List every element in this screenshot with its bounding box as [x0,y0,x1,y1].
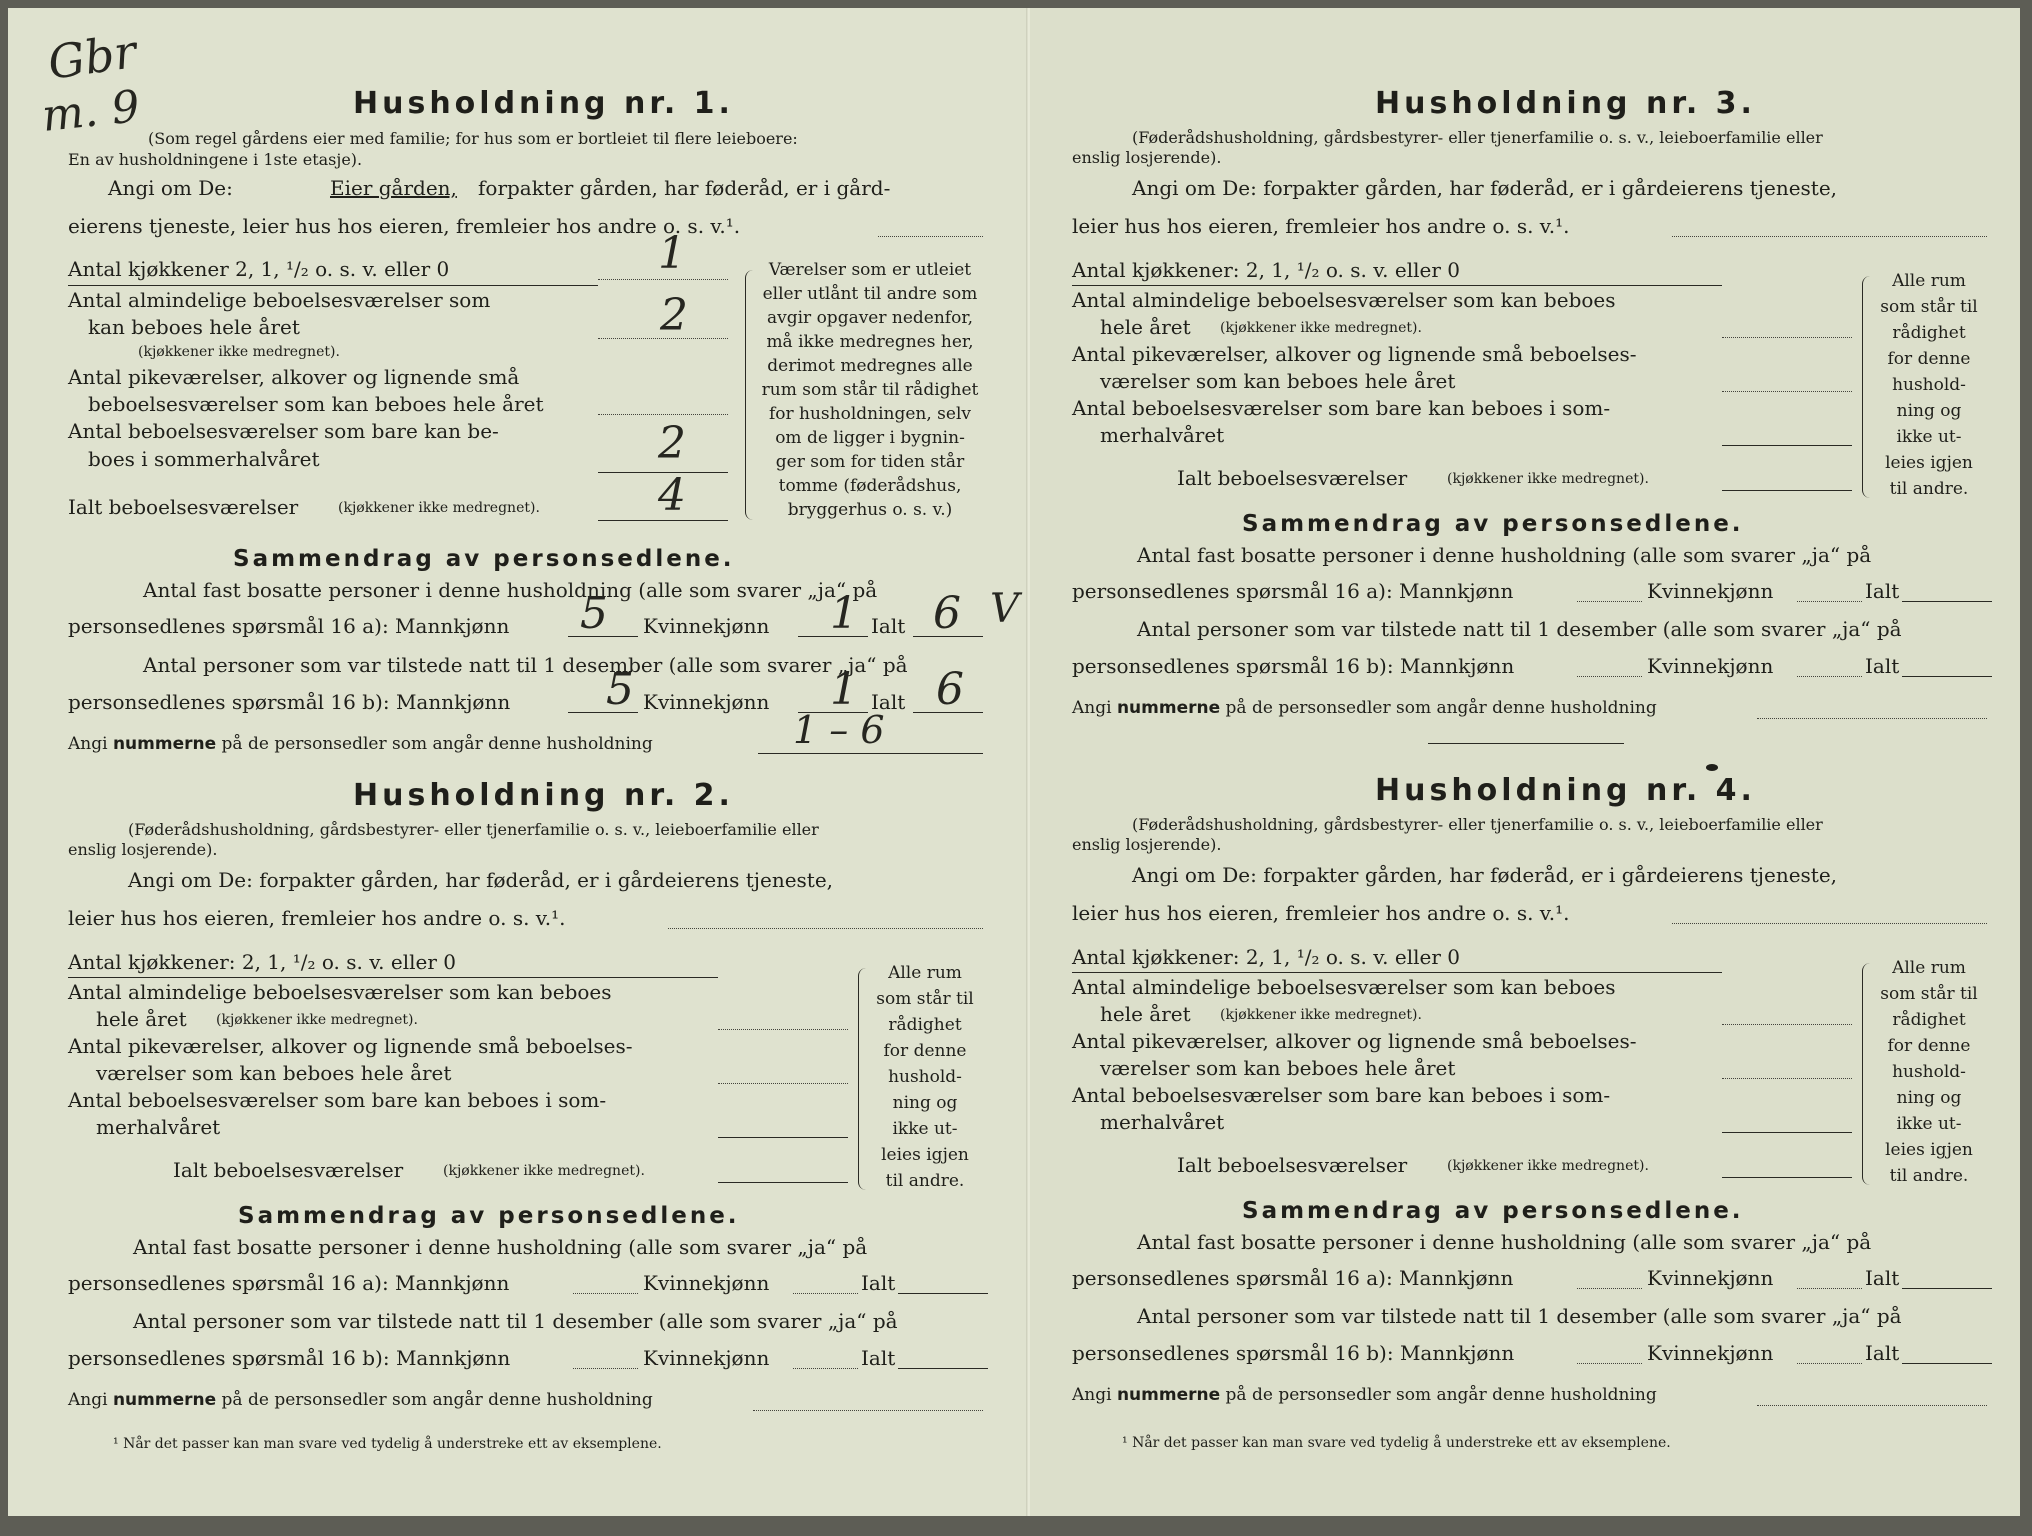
h2-tilst-l1: Antal personer som var tilstede natt til 1 desember (alle som svarer „ja“ på [133,1309,898,1333]
h2-nummer-blank [753,1410,983,1411]
h3-tilst-ialt: Ialt [1865,654,1900,678]
h4-summer-blank [1722,1132,1852,1133]
h2-side-note-line: Alle rum [888,963,962,983]
h2-side-note-line: ning og [892,1093,958,1113]
h4-fast-ialt: Ialt [1865,1266,1900,1290]
h3-tilst-t-blank [1902,676,1992,677]
h2-summer-l1: Antal beboelsesværelser som bare kan beboes i som- [68,1088,607,1112]
h2-ordinary-l2: hele året [96,1007,187,1031]
h2-summary-title: Sammendrag av personsedlene. [238,1203,740,1229]
h2-fast-kv: Kvinnekjønn [643,1271,770,1295]
h1-small-l1: Antal pikeværelser, alkover og lignende små [68,365,520,389]
h1-summary-title: Sammendrag av personsedlene. [233,546,735,572]
h1-fast-ialt-label: Ialt [871,614,906,638]
h2-angi-line2: leier hus hos eieren, fremleier hos andre o. s. v.¹. [68,906,566,930]
h4-total-blank [1722,1177,1852,1178]
h1-title: Husholdning nr. 1. [353,86,734,121]
h3-tilst-kv: Kvinnekjønn [1647,654,1774,678]
h4-fast-kv: Kvinnekjønn [1647,1266,1774,1290]
h4-small-l1: Antal pikeværelser, alkover og lignende små beboelses- [1072,1029,1637,1053]
h2-total-label: Ialt beboelsesværelser [173,1158,404,1182]
h4-side-note-line: rådighet [1892,1010,1966,1030]
h1-summer-l2: boes i sommerhalvåret [88,447,320,471]
h1-tilst-total: 6 [936,664,964,715]
h4-summer-l2: merhalvåret [1100,1110,1225,1134]
h3-ordinary-blank [1722,337,1852,338]
h1-side-note-line: eller utlånt til andre som [762,284,978,304]
h2-side-note-line: hushold- [888,1067,962,1087]
h4-tilst-kv: Kvinnekjønn [1647,1341,1774,1365]
h4-side-note-line: hushold- [1892,1062,1966,1082]
h2-small-l2: værelser som kan beboes hele året [96,1061,452,1085]
h2-note-2: enslig losjerende). [68,840,218,859]
h3-fast-m-blank [1577,601,1642,602]
h4-total-label: Ialt beboelsesværelser [1177,1153,1408,1177]
h4-title: Husholdning nr. 4. [1375,773,1756,808]
h1-side-note-line: rum som står til rådighet [761,380,979,400]
h1-checkmark: V [990,586,1019,632]
h3-side-note-line: til andre. [1889,479,1969,499]
h1-note-1: (Som regel gårdens eier med familie; for hus som er bortleiet til flere leieboere: [148,129,798,148]
h3-small-blank [1722,391,1852,392]
h1-ordinary-l1: Antal almindelige beboelsesværelser som [68,288,491,312]
h3-fast-l1: Antal fast bosatte personer i denne husholdning (alle som svarer „ja“ på [1137,543,1872,567]
h2-small-blank [718,1083,848,1084]
h4-angi-line1: Angi om De: forpakter gården, har føderåd, er i gårdeierens tjeneste, [1132,863,1838,887]
left-page [8,8,1028,1516]
h3-nummer-line: Angi nummerne på de personsedler som angår denne husholdning [1072,698,1657,718]
h1-angi-selected: Eier gården, [330,176,457,200]
h2-tilst-k-blank [793,1368,858,1369]
h1-tilst-l1: Antal personer som var tilstede natt til 1 desember (alle som svarer „ja“ på [143,653,908,677]
h1-side-note-line: Værelser som er utleiet [768,260,972,280]
h4-angi-line2: leier hus hos eieren, fremleier hos andre o. s. v.¹. [1072,901,1570,925]
h4-side-note-line: leies igjen [1885,1140,1973,1160]
h4-tilst-t-blank [1902,1363,1992,1364]
h1-angi-line2: eierens tjeneste, leier hus hos eieren, fremleier hos andre o. s. v.¹. [68,214,741,238]
h1-tilst-male: 5 [606,664,634,715]
h1-side-note [750,258,990,522]
h4-small-l2: værelser som kan beboes hele året [1100,1056,1456,1080]
h4-fast-k-blank [1797,1288,1862,1289]
h4-side-note-line: som står til [1880,984,1978,1004]
h1-angi-rest: forpakter gården, har føderåd, er i gård- [478,176,891,200]
footnote-right: ¹ Når det passer kan man svare ved tydelig å understreke ett av eksemplene. [1122,1435,1671,1451]
h1-total-value: 4 [658,470,686,521]
h4-fast-m-blank [1577,1288,1642,1289]
h3-fast-t-blank [1902,601,1992,602]
h3-side-note-line: for denne [1887,349,1971,369]
h4-ordinary-blank [1722,1024,1852,1025]
h2-side-note-line: ikke ut- [892,1119,958,1139]
h4-small-blank [1722,1078,1852,1079]
h3-angi-line1: Angi om De: forpakter gården, har føderåd, er i gårdeierens tjeneste, [1132,176,1838,200]
h4-tilst-l2: personsedlenes spørsmål 16 b): Mannkjønn [1072,1341,1515,1365]
h1-side-note-line: ger som for tiden står [775,452,965,472]
h1-kitchens-value: 1 [658,228,686,279]
h2-ordinary-l1: Antal almindelige beboelsesværelser som kan beboes [68,980,612,1004]
h4-kitchens-rule [1072,972,1722,973]
h3-kitchens-label: Antal kjøkkener: 2, 1, ¹/₂ o. s. v. eller 0 [1072,258,1460,282]
h3-small-l1: Antal pikeværelser, alkover og lignende små beboelses- [1072,342,1637,366]
h4-total-small: (kjøkkener ikke medregnet). [1447,1158,1649,1174]
h1-nummer-line: Angi nummerne på de personsedler som angår denne husholdning [68,734,653,754]
h1-small-l2: beboelsesværelser som kan beboes hele året [88,392,544,416]
h1-fast-male: 5 [580,588,608,639]
h1-fast-female: 1 [830,588,858,639]
h3-total-small: (kjøkkener ikke medregnet). [1447,471,1649,487]
h1-summer-value: 2 [658,418,686,469]
h2-total-small: (kjøkkener ikke medregnet). [443,1163,645,1179]
h3-summer-l2: merhalvåret [1100,423,1225,447]
h3-summary-title: Sammendrag av personsedlene. [1242,511,1744,537]
h1-side-note-line: avgir opgaver nedenfor, [766,308,973,328]
h4-ordinary-small: (kjøkkener ikke medregnet). [1220,1007,1422,1023]
h2-tilst-m-blank [573,1368,638,1369]
h1-fast-total: 6 [933,588,961,639]
h1-note-2: En av husholdningene i 1ste etasje). [68,150,363,169]
h2-angi-line1: Angi om De: forpakter gården, har føderåd, er i gårdeierens tjeneste, [128,868,834,892]
h2-side-note-line: for denne [883,1041,967,1061]
h1-nummer-value: 1 – 6 [793,708,885,752]
h4-note-1: (Føderådshusholdning, gårdsbestyrer- eller tjenerfamilie o. s. v., leieboerfamilie eller [1132,815,1823,834]
h3-angi-line2: leier hus hos eieren, fremleier hos andre o. s. v.¹. [1072,214,1570,238]
h2-fast-m-blank [573,1293,638,1294]
h4-fast-l1: Antal fast bosatte personer i denne husholdning (alle som svarer „ja“ på [1137,1230,1872,1254]
h2-nummer-line: Angi nummerne på de personsedler som angår denne husholdning [68,1390,653,1410]
h2-ordinary-small: (kjøkkener ikke medregnet). [216,1012,418,1028]
h3-tilst-l2: personsedlenes spørsmål 16 b): Mannkjønn [1072,654,1515,678]
h3-note-1: (Føderådshusholdning, gårdsbestyrer- eller tjenerfamilie o. s. v., leieboerfamilie eller [1132,128,1823,147]
h1-fast-l2: personsedlenes spørsmål 16 a): Mannkjønn [68,614,510,638]
h4-fast-l2: personsedlenes spørsmål 16 a): Mannkjønn [1072,1266,1514,1290]
h2-side-note-line: til andre. [885,1171,965,1191]
h4-side-note-line: Alle rum [1892,958,1966,978]
h2-angi-blank [668,928,983,929]
h1-kitchens-label: Antal kjøkkener 2, 1, ¹/₂ o. s. v. eller 0 [68,257,450,281]
h4-summer-l1: Antal beboelsesværelser som bare kan beboes i som- [1072,1083,1611,1107]
h3-side-note-line: ning og [1896,401,1962,421]
h4-side-note [1870,955,1988,1189]
h2-note-1: (Føderådshusholdning, gårdsbestyrer- eller tjenerfamilie o. s. v., leieboerfamilie eller [128,820,819,839]
h2-fast-k-blank [793,1293,858,1294]
h2-side-note-line: rådighet [888,1015,962,1035]
h3-ordinary-l1: Antal almindelige beboelsesværelser som kan beboes [1072,288,1616,312]
h2-summer-blank [718,1137,848,1138]
h2-kitchens-rule [68,977,718,978]
h1-angi-label: Angi om De: [108,176,233,200]
h1-total-small: (kjøkkener ikke medregnet). [338,500,540,516]
h1-ordinary-l3: (kjøkkener ikke medregnet). [138,344,340,360]
h2-tilst-t-blank [898,1368,988,1369]
h4-summary-title: Sammendrag av personsedlene. [1242,1198,1744,1224]
margin-note-bottom: m. 9 [39,81,143,142]
margin-note-top: Gbr [44,24,140,90]
h3-ordinary-l2: hele året [1100,315,1191,339]
h4-tilst-ialt: Ialt [1865,1341,1900,1365]
h4-ordinary-l2: hele året [1100,1002,1191,1026]
h1-ordinary-l2: kan beboes hele året [88,315,300,339]
h4-side-note-line: til andre. [1889,1166,1969,1186]
h3-total-blank [1722,490,1852,491]
h4-side-note-line: for denne [1887,1036,1971,1056]
h3-small-l2: værelser som kan beboes hele året [1100,369,1456,393]
h4-nummer-blank [1757,1405,1987,1406]
footnote-left: ¹ Når det passer kan man svare ved tydelig å understreke ett av eksemplene. [113,1436,662,1452]
h3-kitchens-rule [1072,285,1722,286]
h4-nummer-line: Angi nummerne på de personsedler som angår denne husholdning [1072,1385,1657,1405]
h3-note-2: enslig losjerende). [1072,148,1222,167]
h2-title: Husholdning nr. 2. [353,778,734,813]
h2-tilst-l2: personsedlenes spørsmål 16 b): Mannkjønn [68,1346,511,1370]
h3-tilst-m-blank [1577,676,1642,677]
h1-ordinary-value: 2 [660,290,688,341]
h1-total-label: Ialt beboelsesværelser [68,495,299,519]
h4-tilst-k-blank [1797,1363,1862,1364]
h3-fast-k-blank [1797,601,1862,602]
h3-side-note-line: rådighet [1892,323,1966,343]
ink-dot [1706,764,1718,771]
h3-side-note-line: ikke ut- [1896,427,1962,447]
h3-side-note-line: som står til [1880,297,1978,317]
h2-small-l1: Antal pikeværelser, alkover og lignende små beboelses- [68,1034,633,1058]
h4-ordinary-l1: Antal almindelige beboelsesværelser som kan beboes [1072,975,1616,999]
h1-side-note-line: for husholdningen, selv [768,404,972,424]
h1-side-note-line: derimot medregnes alle [767,356,973,376]
h3-side-note-line: leies igjen [1885,453,1973,473]
h3-side-note-line: Alle rum [1892,271,1966,291]
h4-tilst-m-blank [1577,1363,1642,1364]
h4-kitchens-label: Antal kjøkkener: 2, 1, ¹/₂ o. s. v. eller 0 [1072,945,1460,969]
h2-fast-ialt: Ialt [861,1271,896,1295]
h3-nummer-blank [1757,718,1987,719]
h1-fast-l1: Antal fast bosatte personer i denne husholdning (alle som svarer „ja“ på [143,578,878,602]
h3-fast-kv: Kvinnekjønn [1647,579,1774,603]
h2-total-blank [718,1182,848,1183]
h2-fast-t-blank [898,1293,988,1294]
h3-tilst-k-blank [1797,676,1862,677]
h3-ordinary-small: (kjøkkener ikke medregnet). [1220,320,1422,336]
h1-side-note-line: må ikke medregnes her, [766,332,974,352]
h1-tilst-female: 1 [830,664,858,715]
h3-summer-l1: Antal beboelsesværelser som bare kan beboes i som- [1072,396,1611,420]
h3-side-note [1870,268,1988,502]
h2-ordinary-blank [718,1029,848,1030]
right-page [1030,8,2020,1516]
h2-kitchens-label: Antal kjøkkener: 2, 1, ¹/₂ o. s. v. eller 0 [68,950,456,974]
h3-side-note-line: hushold- [1892,375,1966,395]
h2-side-note-line: som står til [876,989,974,1009]
h1-fast-kv-label: Kvinnekjønn [643,614,770,638]
h1-tilst-kv-label: Kvinnekjønn [643,690,770,714]
h2-tilst-kv: Kvinnekjønn [643,1346,770,1370]
census-sheet [8,8,2020,1516]
h2-side-note [866,960,984,1194]
h4-fast-t-blank [1902,1288,1992,1289]
h1-tilst-ialt-label: Ialt [871,690,906,714]
h3-title: Husholdning nr. 3. [1375,86,1756,121]
h2-fast-l2: personsedlenes spørsmål 16 a): Mannkjønn [68,1271,510,1295]
h4-note-2: enslig losjerende). [1072,835,1222,854]
h2-side-note-line: leies igjen [881,1145,969,1165]
h3-summer-blank [1722,445,1852,446]
h3-tilst-l1: Antal personer som var tilstede natt til 1 desember (alle som svarer „ja“ på [1137,617,1902,641]
h4-side-note-line: ikke ut- [1896,1114,1962,1134]
h4-tilst-l1: Antal personer som var tilstede natt til 1 desember (alle som svarer „ja“ på [1137,1304,1902,1328]
h1-side-note-line: tomme (føderådshus, [778,476,962,496]
h3-fast-ialt: Ialt [1865,579,1900,603]
h1-side-note-line: om de ligger i bygnin- [775,428,965,448]
h1-tilst-l2: personsedlenes spørsmål 16 b): Mannkjønn [68,690,511,714]
h4-angi-blank [1672,923,1987,924]
h3-angi-blank [1672,236,1987,237]
h2-tilst-ialt: Ialt [861,1346,896,1370]
h3-fast-l2: personsedlenes spørsmål 16 a): Mannkjønn [1072,579,1514,603]
h4-side-note-line: ning og [1896,1088,1962,1108]
h3-total-label: Ialt beboelsesværelser [1177,466,1408,490]
h1-side-note-line: bryggerhus o. s. v.) [787,500,953,520]
h2-fast-l1: Antal fast bosatte personer i denne husholdning (alle som svarer „ja“ på [133,1235,868,1259]
h1-summer-l1: Antal beboelsesværelser som bare kan be- [68,419,499,443]
h2-summer-l2: merhalvåret [96,1115,221,1139]
